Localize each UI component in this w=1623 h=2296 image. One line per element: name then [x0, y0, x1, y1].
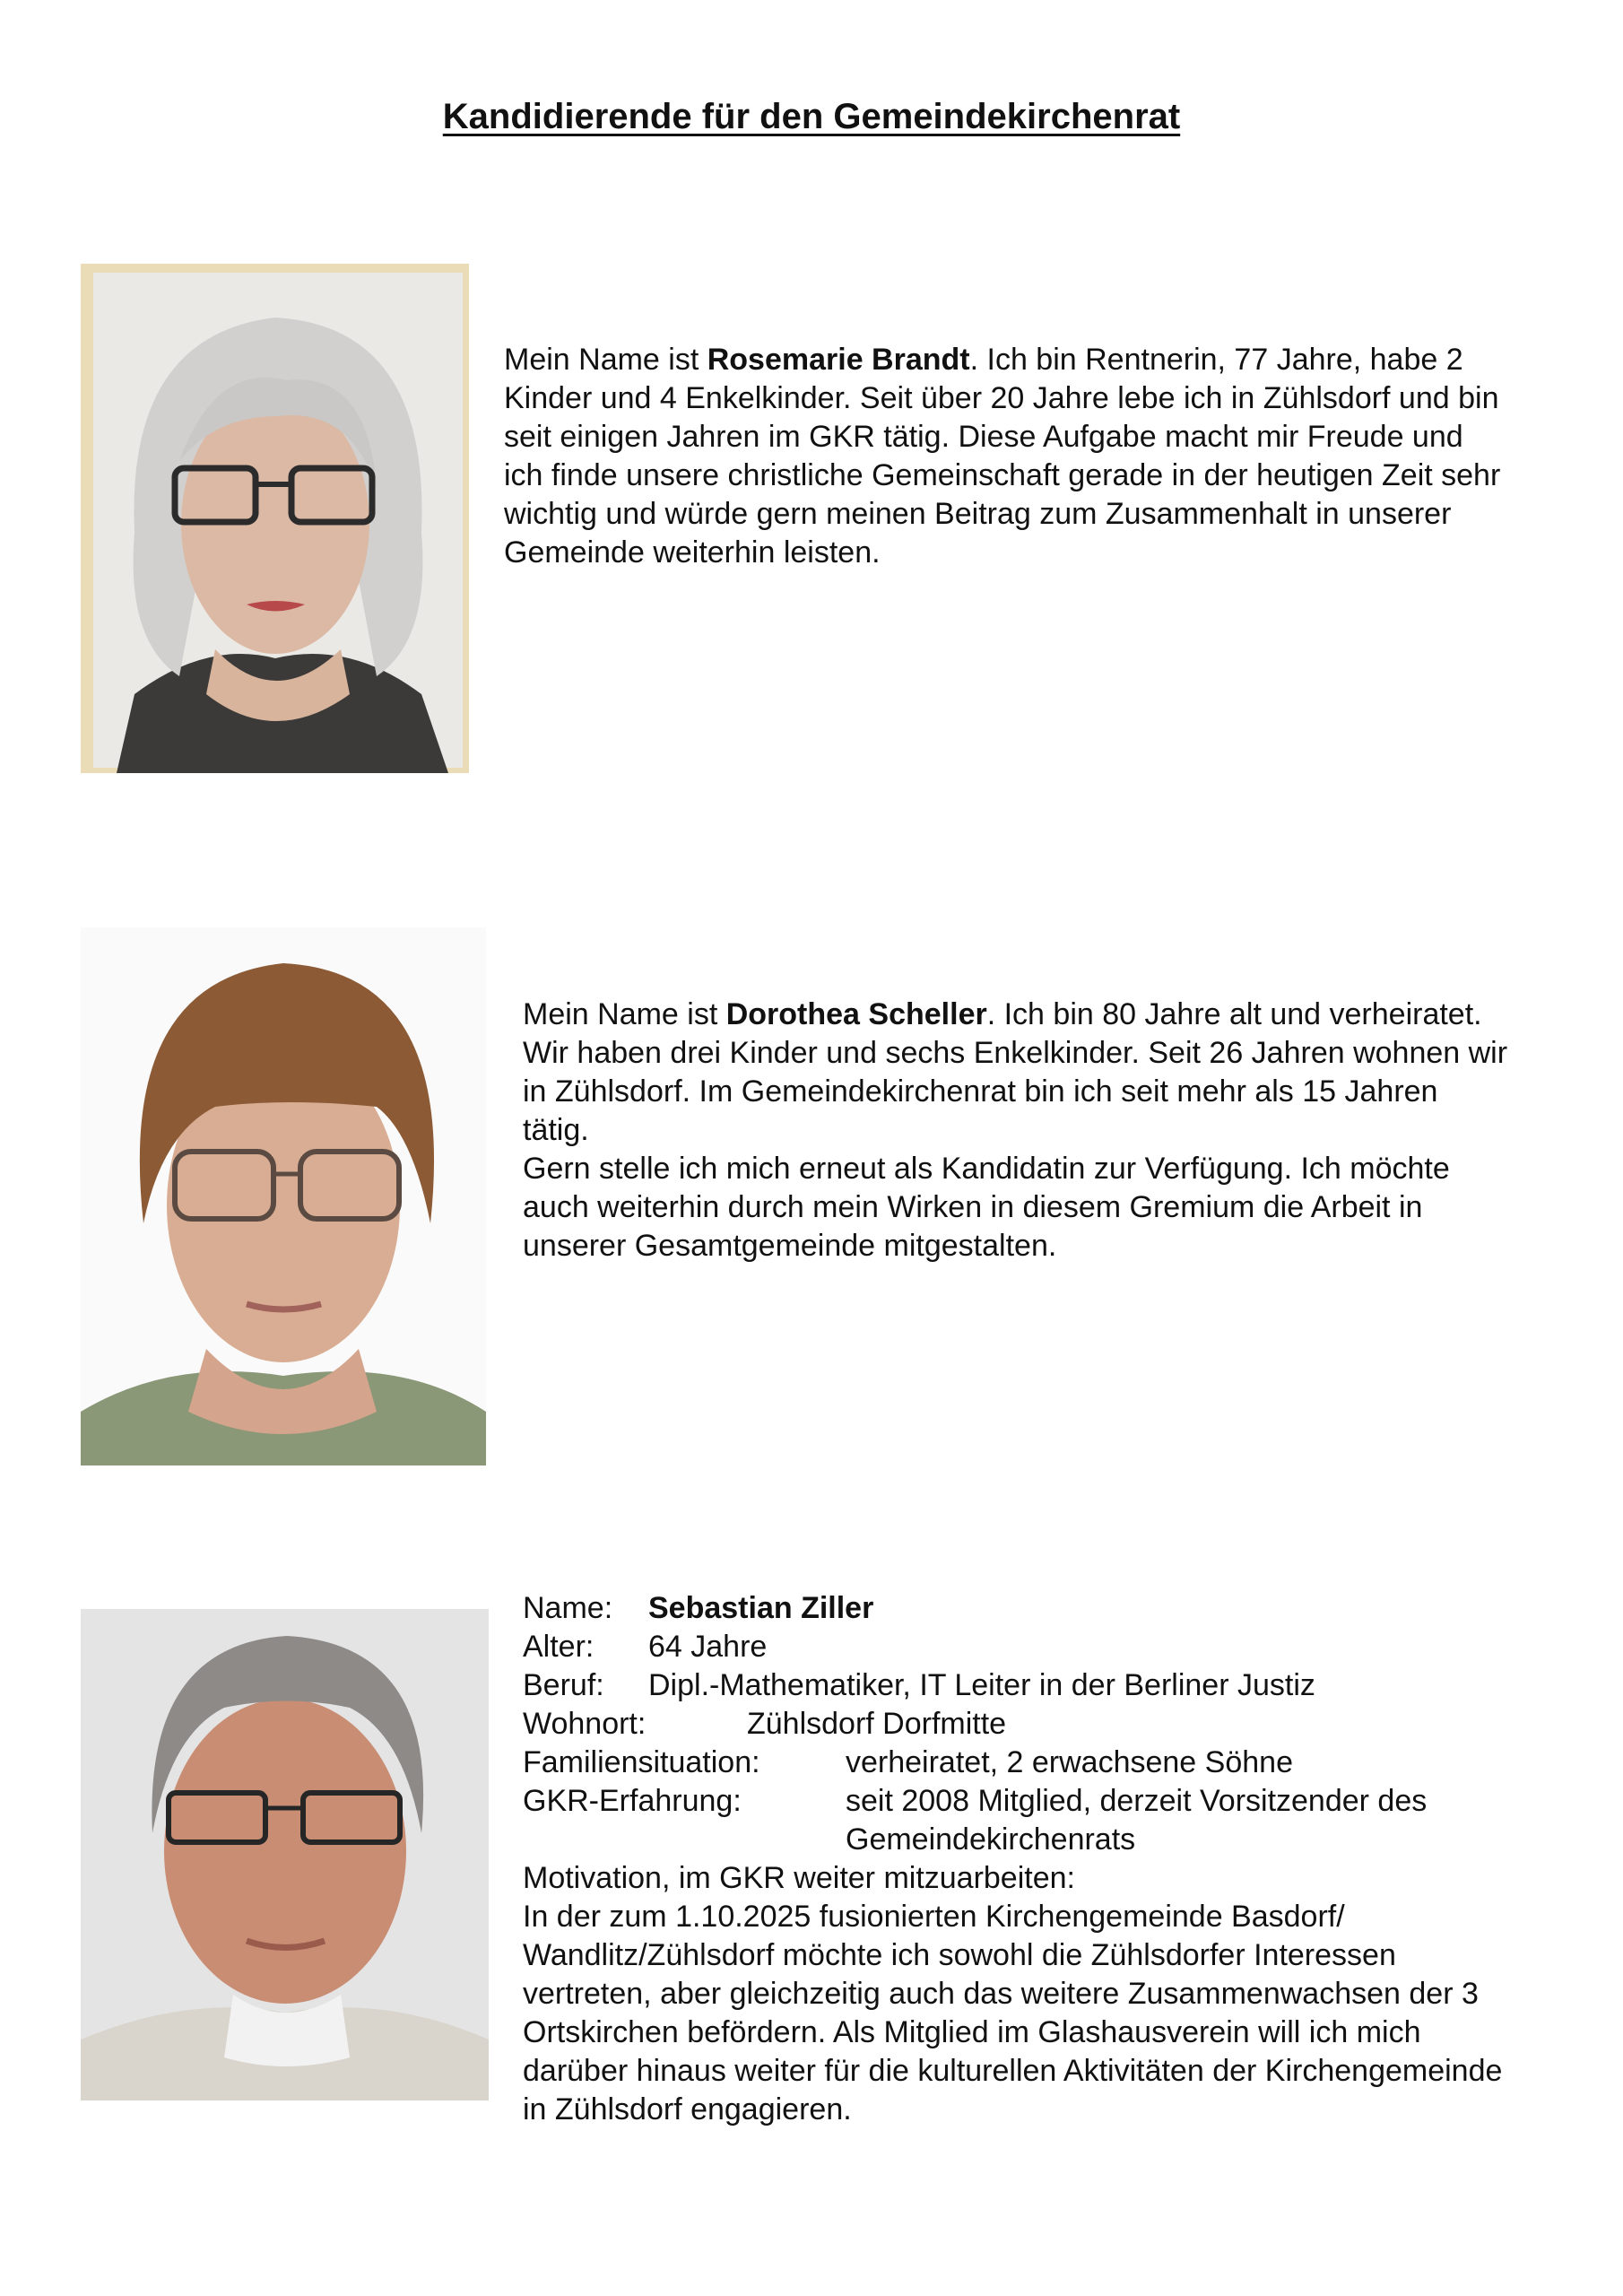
candidate-name: Sebastian Ziller [648, 1591, 874, 1625]
field-value: Dipl.-Mathematiker, IT Leiter in der Berliner Justiz [648, 1668, 1315, 1702]
intro-text: Mein Name ist [504, 343, 707, 377]
field-value: seit 2008 Mitglied, derzeit Vorsitzender des Gemeindekirchenrats [846, 1784, 1428, 1857]
field-value: 64 Jahre [648, 1630, 768, 1664]
field-row-alter [523, 1628, 1518, 1666]
field-label: Beruf: [523, 1668, 604, 1702]
page-title: Kandidierende für den Gemeindekirchenrat [442, 97, 1181, 136]
intro-text: Mein Name ist [523, 997, 726, 1031]
candidate-photo-sebastian [81, 1609, 489, 2100]
candidate-name: Rosemarie Brandt [707, 343, 970, 377]
field-row-familie [523, 1744, 1518, 1782]
field-row-name [523, 1589, 1518, 1628]
field-row-gkr [523, 1782, 1518, 1859]
field-label: Name: [523, 1591, 613, 1625]
candidate-text-sebastian [523, 1589, 1518, 2129]
field-value: Zühlsdorf Dorfmitte [747, 1707, 1007, 1741]
candidate-photo-dorothea [81, 927, 486, 1465]
bio-text: . Ich bin Rentnerin, 77 Jahre, habe 2 Kinder und 4 Enkelkinder. Seit über 20 Jahre lebe ich in Zühlsdorf und bin seit einigen Jahren im GKR tätig. Diese Aufgabe macht mir Freude und ich finde unsere christliche Gemeinschaft gerade in der heutigen Zeit sehr wichtig und würde gern meinen Beitrag zum Zusammenhalt in unserer Gemeinde weiterhin leisten. [504, 343, 1501, 570]
candidate-name: Dorothea Scheller [725, 997, 987, 1031]
field-label: GKR-Erfahrung: [523, 1784, 742, 1818]
motivation-heading: Motivation, im GKR weiter mitzuarbeiten: [523, 1861, 1075, 1895]
field-row-wohnort [523, 1705, 1518, 1744]
candidate-text-dorothea [523, 996, 1509, 1265]
field-label: Wohnort: [523, 1707, 647, 1741]
candidate-text-rosemarie [504, 341, 1508, 572]
field-row-beruf [523, 1666, 1518, 1705]
field-label: Alter: [523, 1630, 595, 1664]
motivation-text: In der zum 1.10.2025 fusionierten Kirchengemeinde Basdorf/ Wandlitz/Zühlsdorf möchte ich sowohl die Zühlsdorfer Interessen vertreten, aber gleichzeitig auch das weitere Zusammenwachsen der 3 Ortskirchen befördern. Als Mitglied im Glashausverein will ich mich darüber hinaus weiter für die kulturellen Aktivitäten der Kirchengemeinde in Zühlsdorf engagieren. [523, 1900, 1503, 2126]
field-label: Familiensituation: [523, 1745, 760, 1779]
candidate-photo-rosemarie [81, 264, 469, 773]
field-value: verheiratet, 2 erwachsene Söhne [846, 1745, 1293, 1779]
bio-paragraph-2: Gern stelle ich mich erneut als Kandidatin zur Verfügung. Ich möchte auch weiterhin durch mein Wirken in diesem Gremium die Arbeit in unserer Gesamtgemeinde mitgestalten. [523, 1152, 1450, 1263]
bio-text: . Ich bin 80 Jahre alt und verheiratet. Wir haben drei Kinder und sechs Enkelkinder. Seit 26 Jahren wohnen wir in Zühlsdorf. Im Gemeindekirchenrat bin ich seit mehr als 15 Jahren tätig. [523, 997, 1508, 1147]
